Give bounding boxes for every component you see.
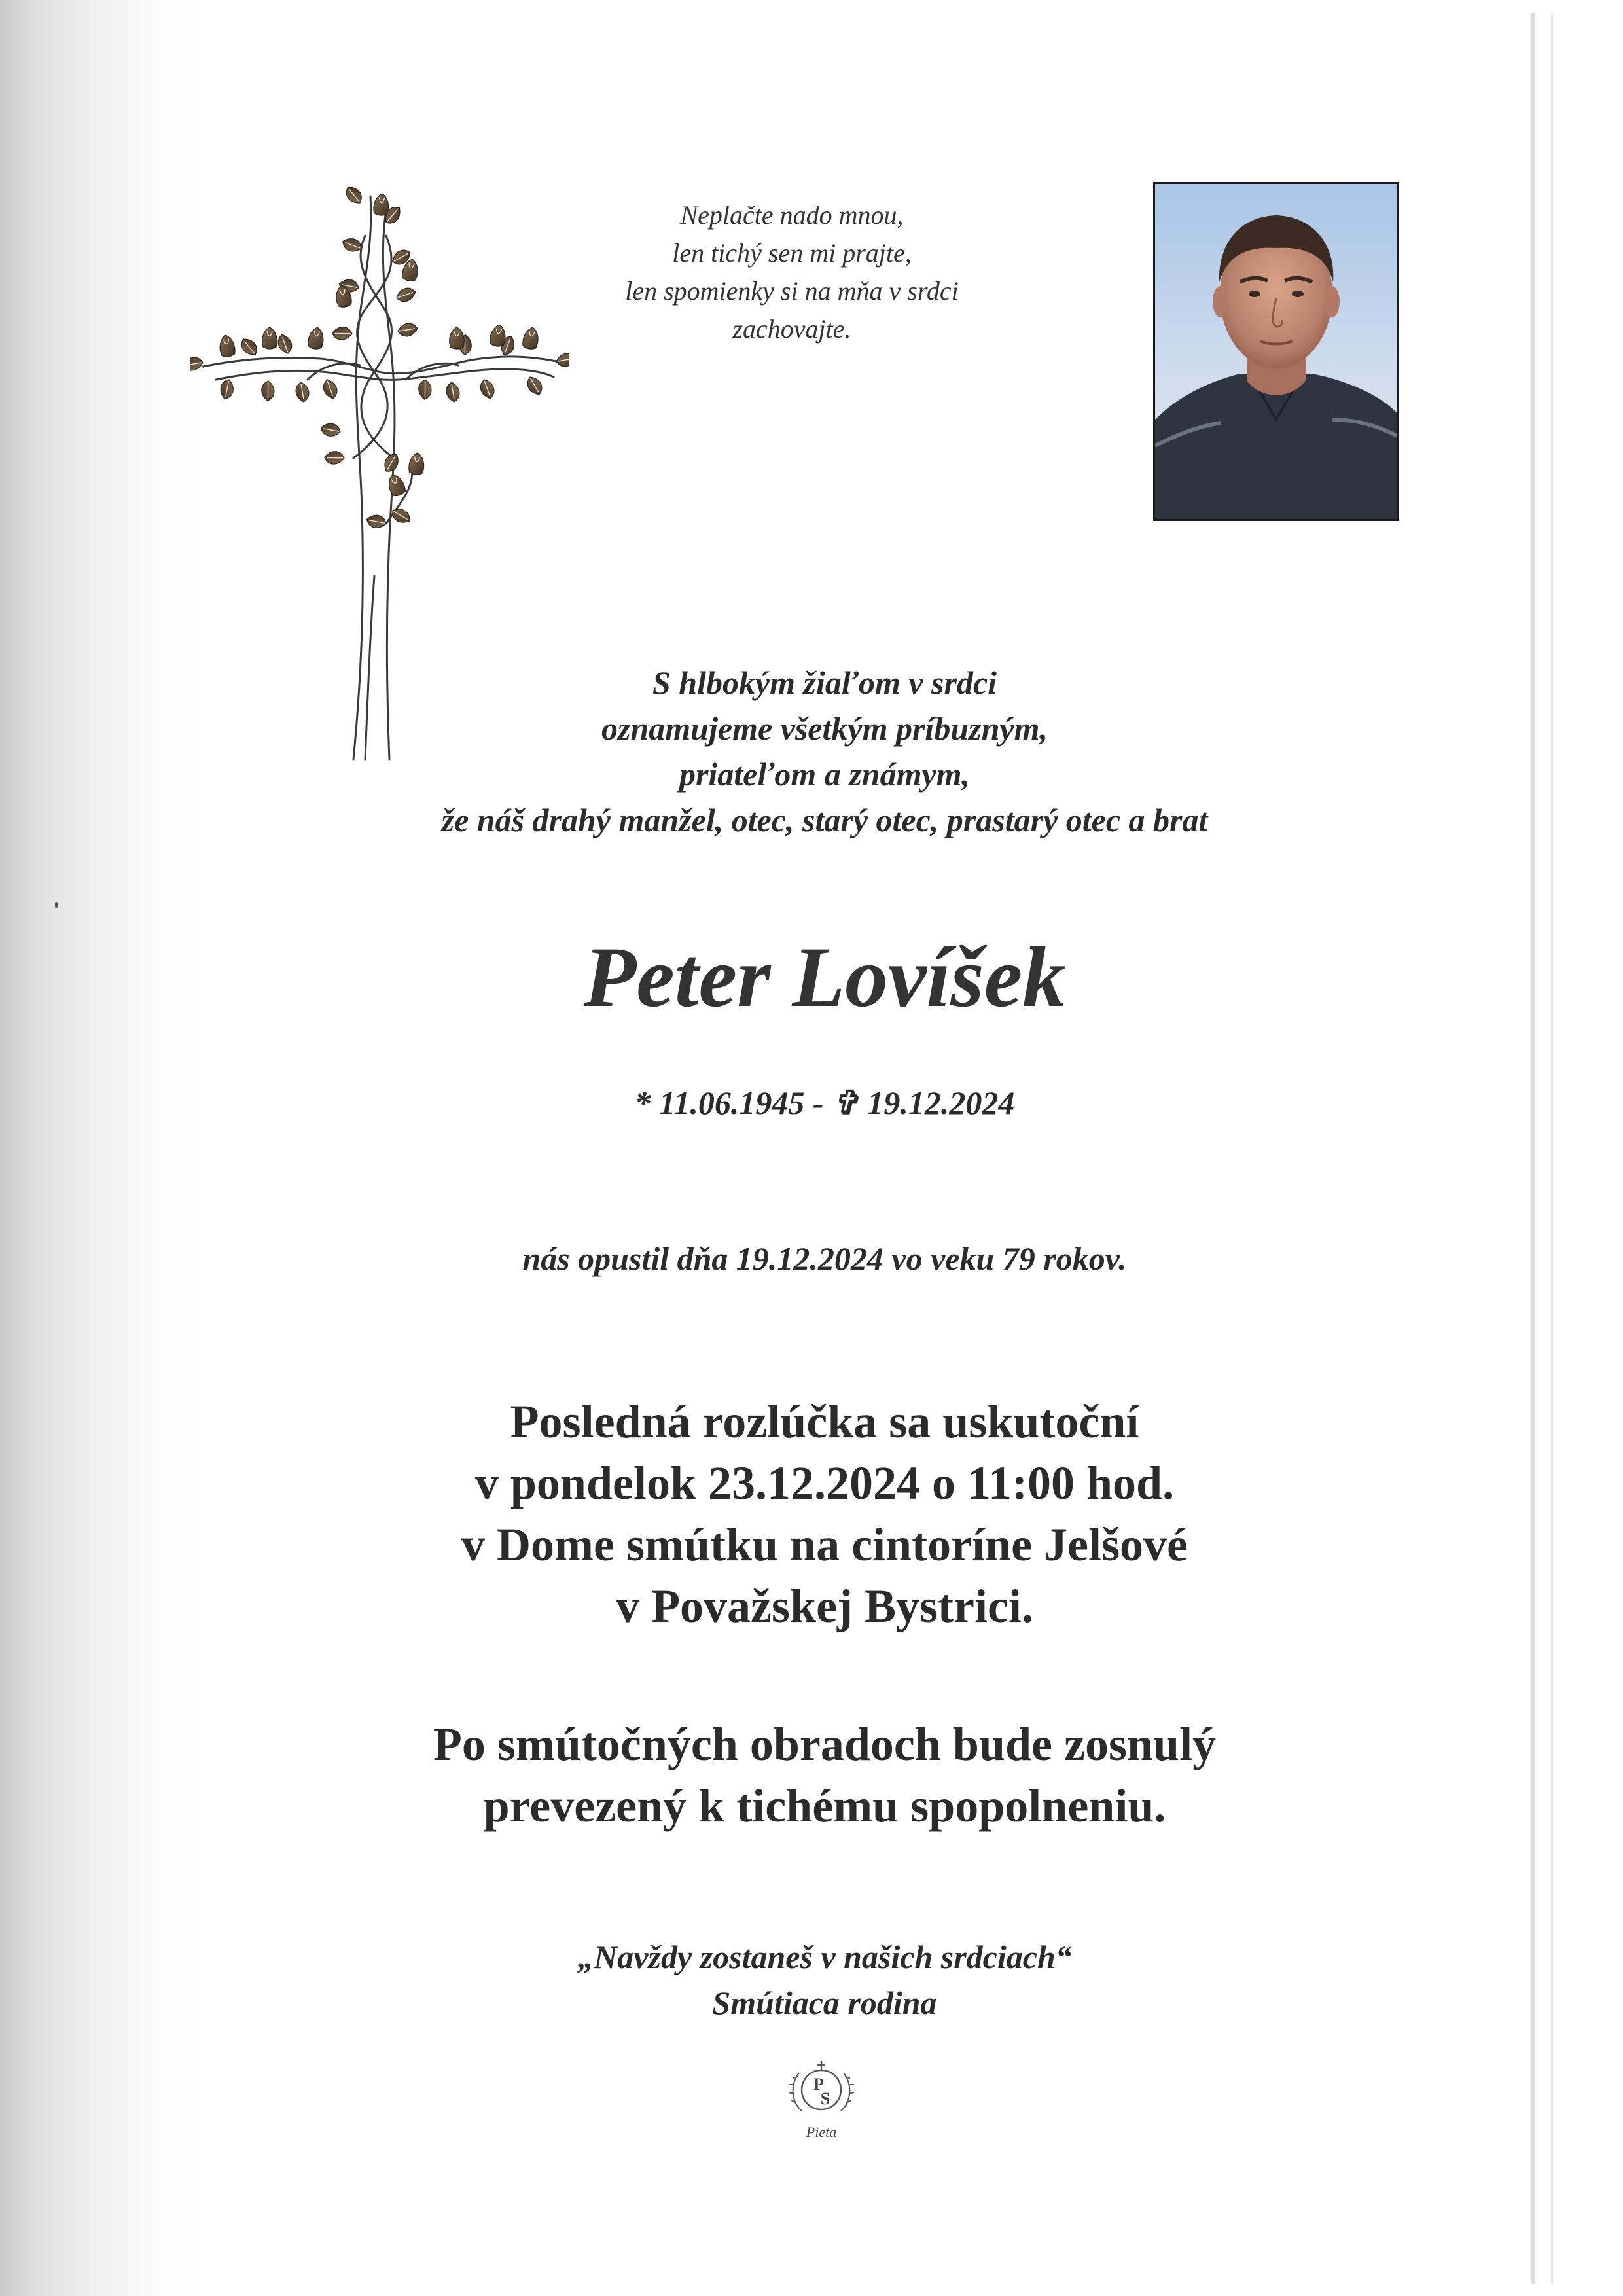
scan-speck xyxy=(55,902,58,908)
portrait-photo xyxy=(1153,182,1399,521)
birth-date: 11.06.1945 xyxy=(659,1085,805,1121)
logo-initial-p: P xyxy=(813,2075,824,2094)
poem xyxy=(510,196,1073,348)
farewell-quote: „Navždy zostaneš v našich srdciach“ xyxy=(577,1939,1072,1975)
logo-caption: Pieta xyxy=(806,2124,837,2140)
pieta-logo-icon xyxy=(782,2052,861,2150)
page-edge-line xyxy=(1531,13,1535,2284)
death-date: 19.12.2024 xyxy=(867,1085,1015,1121)
birth-marker: * xyxy=(634,1085,651,1121)
cremation-line: prevezený k tichému spopolneniu. xyxy=(483,1780,1166,1832)
announcement-intro xyxy=(196,660,1453,843)
ceremony-line: Posledná rozlúčka sa uskutoční xyxy=(510,1395,1139,1448)
ceremony-info xyxy=(196,1391,1453,1637)
deceased-name: Peter Lovíšek xyxy=(583,929,1066,1025)
life-dates xyxy=(196,1080,1453,1126)
intro-line: oznamujeme všetkým príbuzným, xyxy=(601,710,1048,747)
poem-line: Neplačte nado mnou, xyxy=(680,200,904,230)
farewell xyxy=(196,1934,1453,2026)
logo-initial-s: S xyxy=(820,2089,830,2108)
cremation-line: Po smútočných obradoch bude zosnulý xyxy=(433,1718,1217,1770)
ceremony-line: v Dome smútku na cintoríne Jelšové xyxy=(461,1518,1188,1571)
page-edge-line-secondary xyxy=(1551,13,1553,2284)
poem-line: zachovajte. xyxy=(732,314,851,344)
portrait-image xyxy=(1155,184,1397,519)
death-cross-icon: ✞ xyxy=(832,1085,859,1121)
cremation-info xyxy=(196,1713,1453,1837)
intro-line: S hlbokým žiaľom v srdci xyxy=(652,664,997,701)
intro-line: že náš drahý manžel, otec, starý otec, prastarý otec a brat xyxy=(441,802,1208,838)
scan-shadow xyxy=(0,0,196,2296)
ceremony-line: v pondelok 23.12.2024 o 11:00 hod. xyxy=(474,1457,1175,1509)
intro-line: priateľom a známym, xyxy=(679,756,971,793)
family-signature: Smútiaca rodina xyxy=(712,1984,937,2021)
death-note: nás opustil dňa 19.12.2024 vo veku 79 rokov. xyxy=(522,1240,1127,1277)
poem-line: len tichý sen mi prajte, xyxy=(672,238,912,268)
ceremony-line: v Považskej Bystrici. xyxy=(616,1580,1033,1632)
date-separator: - xyxy=(812,1085,824,1121)
poem-line: len spomienky si na mňa v srdci xyxy=(625,276,959,306)
